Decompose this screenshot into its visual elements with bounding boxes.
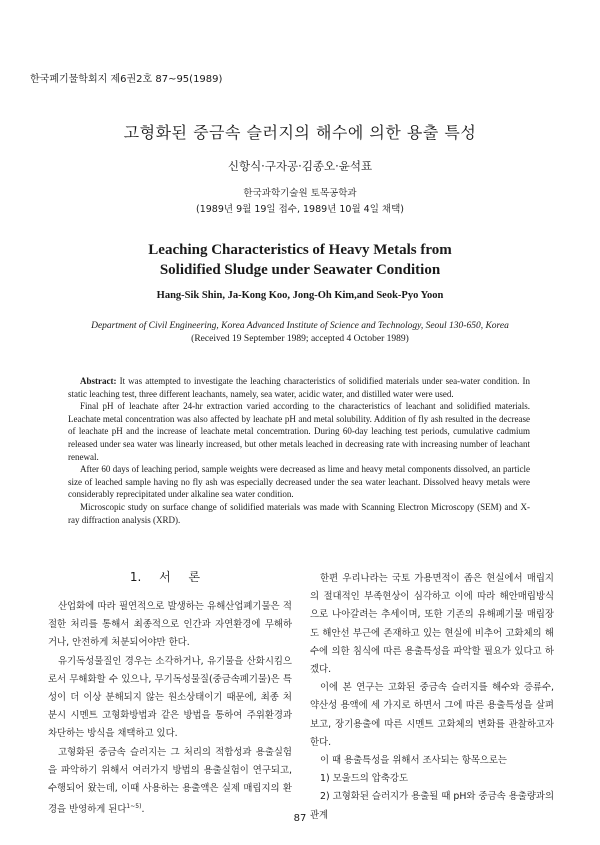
abstract-label: Abstract:	[80, 376, 117, 386]
abstract-paragraph-1	[68, 375, 530, 400]
korean-authors: 신항식·구자공·김종오·윤석표	[227, 159, 373, 173]
left-paragraph-1: 산업화에 따라 필연적으로 발생하는 유해산업폐기물은 적절한 처리를 통해서 최종적으로 인간과 자연환경에 무해하거나, 안전하게 처분되어야만 한다.	[48, 601, 292, 649]
left-paragraph-3	[48, 744, 292, 820]
right-paragraph-1: 한편 우리나라는 국토 가용면적이 좁은 현실에서 매립지의 절대적인 부족현상이 심각하고 이에 따라 해안매립방식으로 나아갈려는 추세이며, 또한 기존의 유해폐기물 매립장도 해안선 부근에 존재하고 있는 현실에 비추어 고화체의 해수에 의한 침식에 따른 용출특성을 파악할 필요가 있다고 하겠다.	[310, 573, 554, 676]
english-dates: (Received 19 September 1989; accepted 4 October 1989)	[191, 334, 409, 344]
english-affiliation: Department of Civil Engineering, Korea Advanced Institute of Science and Technology, Seoul 130-650, Korea	[91, 321, 509, 331]
abstract-paragraph-4: Microscopic study on surface change of solidified materials was made with Scanning Electron Microscopy (SEM) and X-ray diffraction analysis (XRD).	[68, 501, 530, 525]
left-paragraph-3-text: 고형화된 중금속 슬러지는 그 처리의 적합성과 용출실험을 파악하기 위해서 여러가지 방법의 용출실험이 연구되고, 수행되어 왔는데, 이때 사용하는 용출액은 실제 매립지의 환경을 반영하게 된다	[48, 746, 292, 816]
korean-affiliation: 한국과학기술원 토목공학과	[243, 188, 357, 199]
abstract-paragraph-2: Final pH of leachate after 24-hr extraction varied according to the characteristics of leachant and solidified materials. Leachate metal concentration was also affected by leachate pH and metal solubility. Addition of fly ash resulted in the decrease of leachate pH and the increase of leachate metal concemtration. During 60-day leaching test periods, cumulative cadmium released under sea water was linearly increased, but other metals leached in decreasing rate with increasing number of leachant renewal.	[68, 401, 530, 462]
abstract	[68, 375, 530, 526]
left-paragraph-3-end: .	[141, 804, 145, 816]
english-title-line1: Leaching Characteristics of Heavy Metals from	[148, 242, 452, 258]
right-paragraph-2: 이에 본 연구는 고화된 중금속 슬러지를 해수와 증류수, 약산성 용액에 세 가지로 하면서 그에 따른 용출특성을 살펴보고, 장기용출에 따른 시멘트 고화체의 변화를 관찰하고자 한다.	[310, 682, 554, 748]
right-paragraph-3: 이 때 용출특성을 위해서 조사되는 항목으로는	[320, 755, 507, 767]
korean-dates: (1989년 9월 19일 접수, 1989년 10월 4일 채택)	[196, 204, 404, 215]
english-authors: Hang-Sik Shin, Ja-Kong Koo, Jong-Oh Kim,and Seok-Pyo Yoon	[156, 290, 444, 301]
english-title-line2: Solidified Sludge under Seawater Condition	[159, 262, 441, 278]
right-column	[310, 570, 554, 825]
list-item-2: 2) 고형화된 슬러지가 용출될 때 pH와 중금속 용출량과의 관계	[310, 791, 554, 821]
left-paragraph-2: 유기독성물질인 경우는 소각하거나, 유기물을 산화시킴으로서 무해화할 수 있으나, 무기독성물질(중금속폐기물)은 특성이 더 이상 분해되지 않는 원소상태이기 때문에, 최종 처분시 시멘트 고형화방법과 같은 방법을 통하여 주위환경과 차단하는 방식을 채택하고 있다.	[48, 655, 292, 740]
section-heading: 1. 서 론	[129, 570, 201, 584]
list-item-1: 1) 모울드의 압축강도	[320, 773, 409, 785]
abstract-paragraph-3: After 60 days of leaching period, sample weights were decreased as lime and heavy metal components dissolved, an particle size of leached sample having no fly ash was especially decreased under the sea water leachant. Dissolved heavy metals were considerably reprecipitated under alkaline sea water condition.	[68, 464, 530, 500]
page-number: 87	[293, 813, 307, 824]
english-title	[0, 240, 600, 280]
korean-title: 고형화된 중금속 슬러지의 해수에 의한 용출 특성	[123, 123, 477, 142]
korean-affiliation-block	[0, 186, 600, 218]
left-column	[48, 598, 292, 820]
abstract-text-1: It was attempted to investigate the leaching characteristics of solidified materials under sea-water condition. In static leaching test, three different leachants, namely, sea water, acidic water, and distilled water were used.	[68, 376, 530, 399]
journal-header: 한국폐기물학회지 제6권2호 87~95(1989)	[30, 74, 223, 85]
citation-ref: 1~5)	[126, 803, 142, 811]
english-affiliation-block	[60, 320, 540, 346]
